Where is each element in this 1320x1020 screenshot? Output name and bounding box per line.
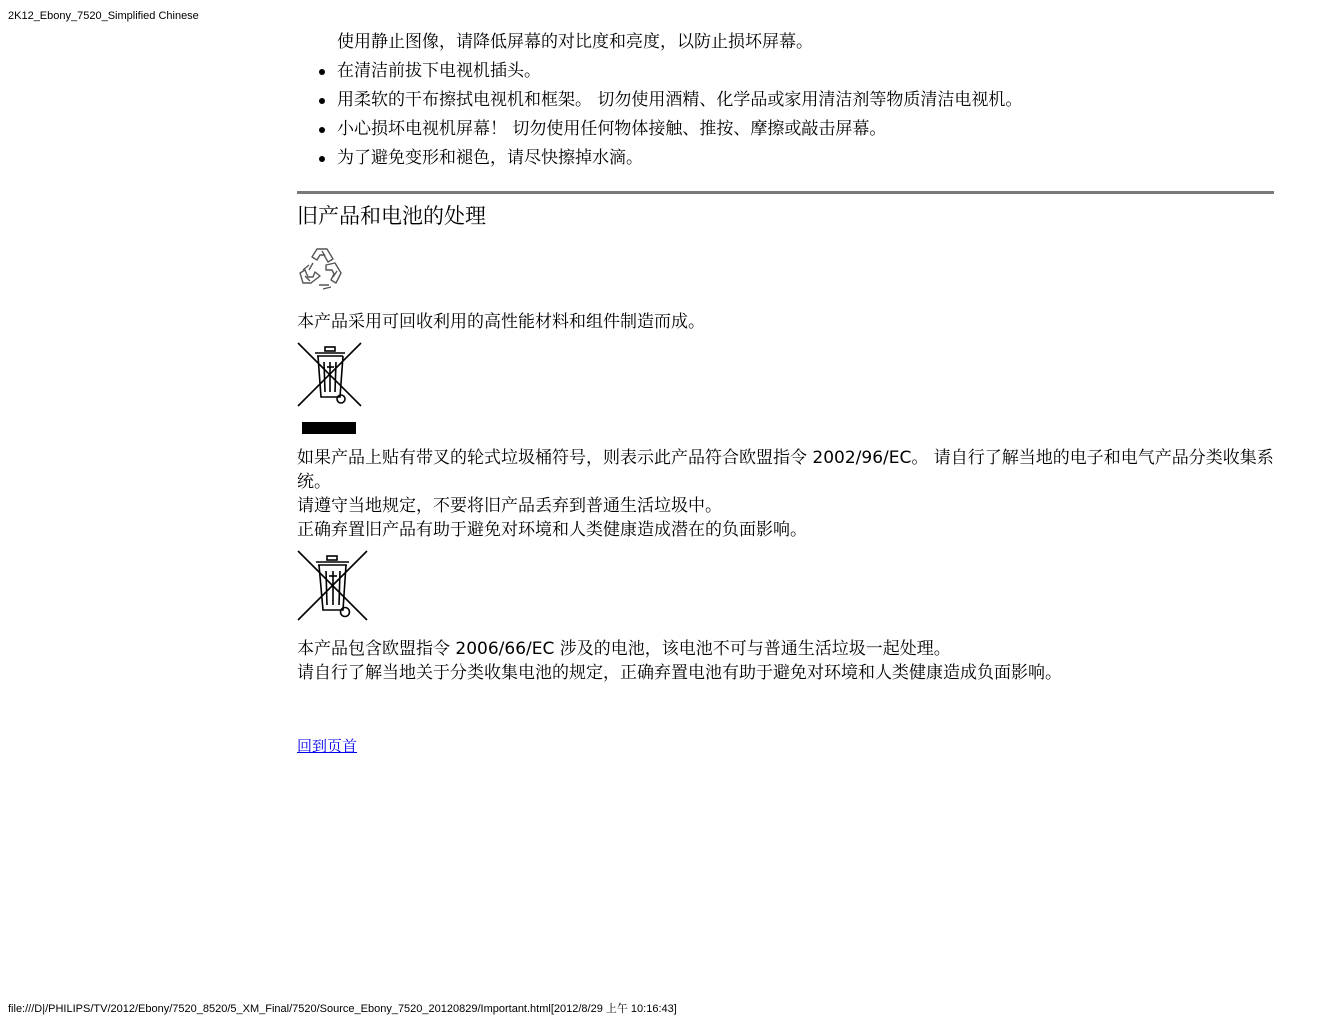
- crossed-bin-icon: [297, 342, 363, 436]
- battery-text-2: 请自行了解当地关于分类收集电池的规定，正确弃置电池有助于避免对环境和人类健康造成负面影响。: [297, 663, 1062, 683]
- weee-text-3: 正确弃置旧产品有助于避免对环境和人类健康造成潜在的负面影响。: [297, 520, 807, 540]
- page-content: [297, 30, 1274, 758]
- weee-text-2: 请遵守当地规定，不要将旧产品丢弃到普通生活垃圾中。: [297, 496, 722, 516]
- list-item: 为了避免变形和褪色，请尽快擦掉水滴。: [337, 146, 1274, 170]
- print-footer: file:///D|/PHILIPS/TV/2012/Ebony/7520_8520/5_XM_Final/7520/Source_Ebony_7520_20120829/Important.html[2012/8/29 上午 10:16:43]: [8, 1003, 677, 1015]
- back-to-top-link[interactable]: 回到页首: [297, 737, 358, 755]
- section-divider: [297, 191, 1274, 194]
- weee-text-1: 如果产品上贴有带叉的轮式垃圾桶符号，则表示此产品符合欧盟指令 2002/96/EC。 请自行了解当地的电子和电气产品分类收集系统。: [297, 448, 1274, 492]
- recycle-icon: [297, 243, 347, 293]
- battery-text-1: 本产品包含欧盟指令 2006/66/EC 涉及的电池，该电池不可与普通生活垃圾一起处理。: [297, 639, 951, 659]
- list-item: 在清洁前拔下电视机插头。: [337, 59, 1274, 83]
- recycle-text: 本产品采用可回收利用的高性能材料和组件制造而成。: [297, 312, 705, 332]
- battery-crossed-bin-icon: [297, 550, 369, 624]
- care-continued-line: 使用静止图像，请降低屏幕的对比度和亮度，以防止损坏屏幕。: [337, 32, 813, 52]
- section-title: 旧产品和电池的处理: [297, 204, 486, 228]
- list-item: 用柔软的干布擦拭电视机和框架。 切勿使用酒精、化学品或家用清洁剂等物质清洁电视机。: [337, 88, 1274, 112]
- list-item: 小心损坏电视机屏幕！ 切勿使用任何物体接触、推按、摩擦或敲击屏幕。: [337, 117, 1274, 141]
- print-header: 2K12_Ebony_7520_Simplified Chinese: [8, 10, 199, 22]
- care-bullet-list: [297, 59, 1274, 170]
